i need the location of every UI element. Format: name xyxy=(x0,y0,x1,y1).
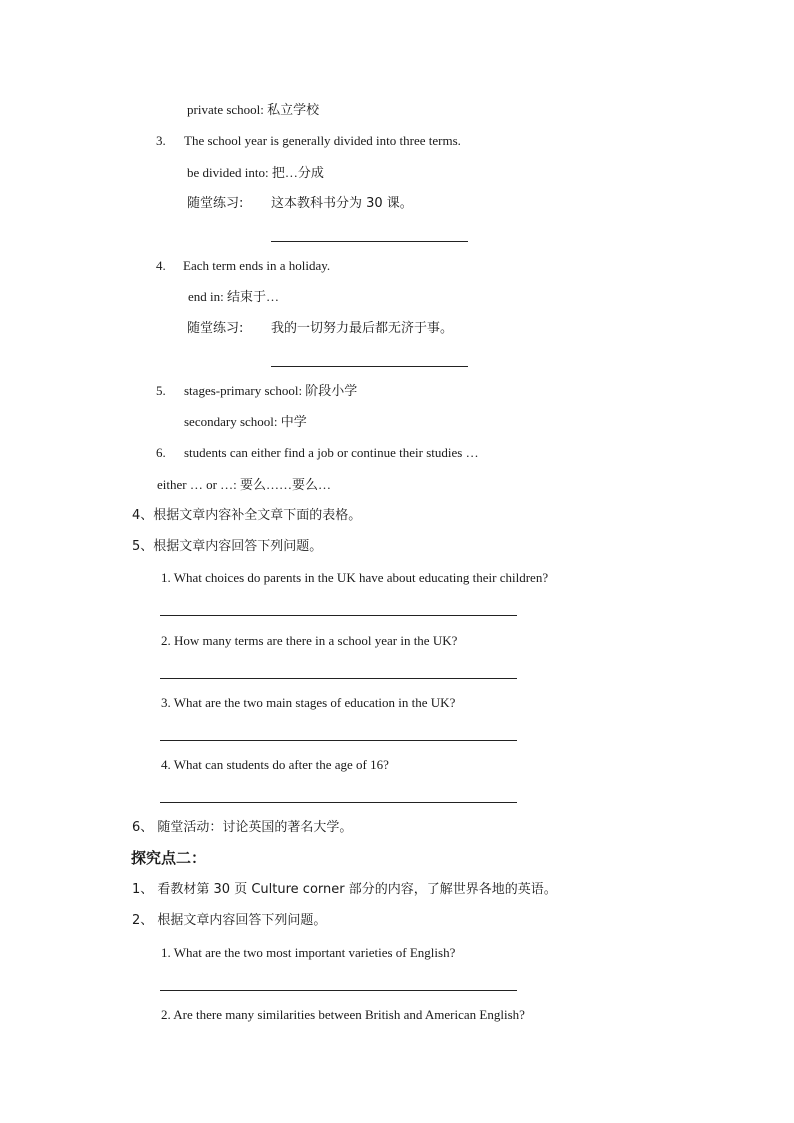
vocab-private-school: private school: 私立学校 xyxy=(187,102,320,117)
sentence-school-year: The school year is generally divided into three terms. xyxy=(184,133,461,148)
question-2: 2. How many terms are there in a school year in the UK? xyxy=(161,633,458,648)
task-1-culture-corner: 1、 看教材第 30 页 Culture corner 部分的内容，了解世界各地的英语。 xyxy=(132,882,557,897)
practice-label: 随堂练习: xyxy=(187,321,244,336)
section-heading-2: 探究点二： xyxy=(131,849,207,867)
question-4: 4. What can students do after the age of 16? xyxy=(161,757,389,772)
task-2-answer-questions: 2、 根据文章内容回答下列问题。 xyxy=(132,913,327,928)
item-number-5: 5. xyxy=(156,383,166,398)
vocab-either-or: either … or …: 要么……要么… xyxy=(157,477,332,492)
answer-blank[interactable] xyxy=(271,241,468,242)
item-number-4: 4. xyxy=(156,258,166,273)
answer-blank[interactable] xyxy=(160,802,517,803)
vocab-primary-school: stages-primary school: 阶段小学 xyxy=(184,383,358,398)
question-similarities: 2. Are there many similarities between British and American English? xyxy=(161,1007,525,1022)
task-5-answer-questions: 5、根据文章内容回答下列问题。 xyxy=(132,539,323,554)
vocab-be-divided-into: be divided into: 把…分成 xyxy=(187,165,324,180)
answer-blank[interactable] xyxy=(160,740,517,741)
item-number-6: 6. xyxy=(156,445,166,460)
task-6-activity: 6、 随堂活动：讨论英国的著名大学。 xyxy=(132,820,353,835)
question-1: 1. What choices do parents in the UK have about educating their children? xyxy=(161,570,549,585)
item-number-3: 3. xyxy=(156,133,166,148)
practice-task: 我的一切努力最后都无济于事。 xyxy=(271,321,454,336)
vocab-secondary-school: secondary school: 中学 xyxy=(184,414,307,429)
answer-blank[interactable] xyxy=(160,615,517,616)
task-4-complete-table: 4、根据文章内容补全文章下面的表格。 xyxy=(132,508,362,523)
practice-label: 随堂练习: xyxy=(187,196,244,211)
practice-task: 这本教科书分为 30 课。 xyxy=(271,196,413,211)
answer-blank[interactable] xyxy=(160,990,517,991)
answer-blank[interactable] xyxy=(160,678,517,679)
question-3: 3. What are the two main stages of education in the UK? xyxy=(161,695,456,710)
vocab-end-in: end in: 结束于… xyxy=(188,289,279,304)
answer-blank[interactable] xyxy=(271,366,468,367)
sentence-each-term: Each term ends in a holiday. xyxy=(183,258,331,273)
sentence-either-or: students can either find a job or continue their studies … xyxy=(184,445,479,460)
question-varieties: 1. What are the two most important varieties of English? xyxy=(161,945,456,960)
